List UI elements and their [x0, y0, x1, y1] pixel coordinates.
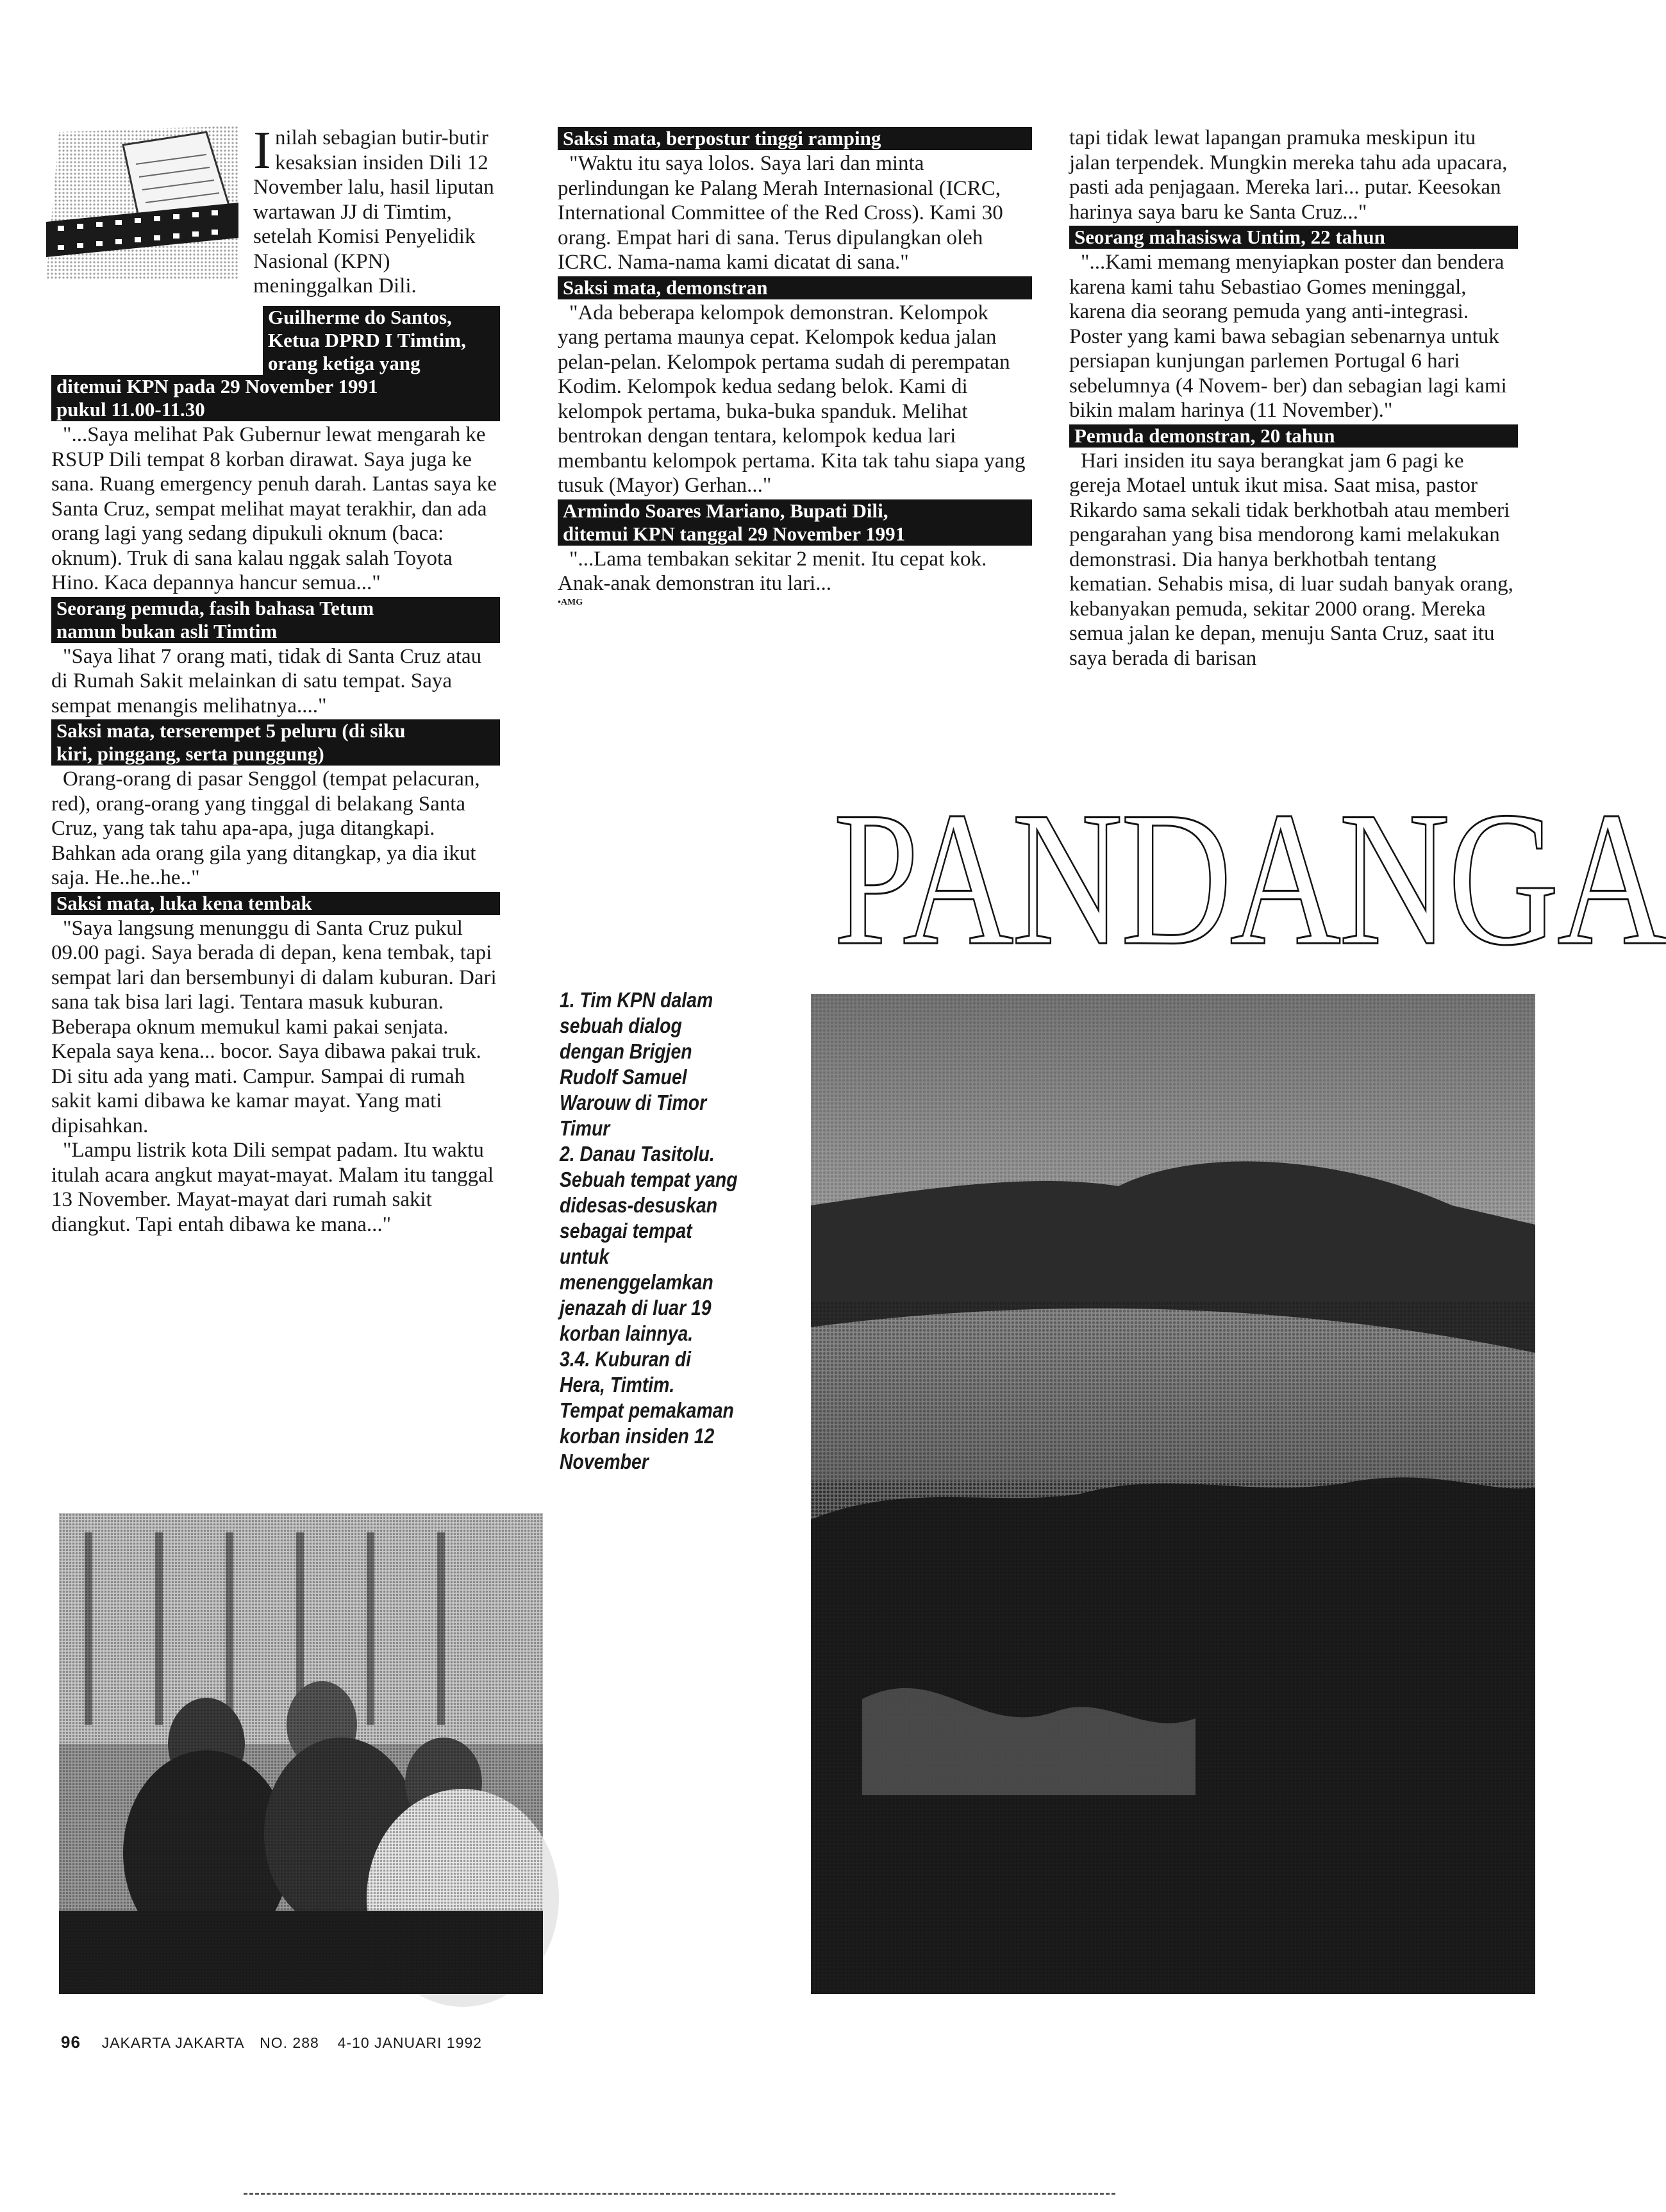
testimony-5: "Lampu listrik kota Dili sempat padam. Itu waktu itulah acara angkut mayat-mayat. Malam itu tanggal 13 November. Mayat-mayat dari rumah sakit diangkut. Tapi entah dibawa ke mana..." [51, 1139, 494, 1236]
witness-heading-8: Seorang mahasiswa Untim, 22 tahun [1069, 226, 1518, 249]
witness-heading-7: Armindo Soares Mariano, Bupati Dili, ditemui KPN tanggal 29 November 1991 [558, 499, 1032, 546]
column-3 [1069, 126, 1518, 671]
witness-heading-6: Saksi mata, demonstran [558, 276, 1032, 299]
end-mark: •AMG [558, 597, 583, 607]
testimony-10: Hari insiden itu saya berangkat jam 6 pagi ke gereja Motael untuk ikut misa. Saat misa, pastor Rikardo sama sekali tidak berkhotbah atau memberi pengarahan yang bisa mendorong kami melakukan demonstrasi. Dia hanya berkhotbah tentang kematian. Sehabis misa, di luar sudah banyak orang, kebanyakan pemuda, sekitar 2000 orang. Mereka semua jalan ke depan, menuju Santa Cruz, saat itu saya berada di barisan [1069, 449, 1513, 670]
issue-date: 4-10 JANUARI 1992 [337, 2034, 482, 2051]
column-2 [558, 126, 1032, 609]
testimony-6: "Waktu itu saya lolos. Saya lari dan minta perlindungan ke Palang Merah Internasional (ICRC, International Committee of the Red Cross). Kami 30 orang. Empat hari di sana. Terus dipulangkan oleh ICRC. Nama-nama kami dicatat di sana." [558, 152, 1003, 274]
film-strip-graphic [46, 126, 238, 280]
testimony-8: "...Lama tembakan sekitar 2 menit. Itu cepat kok. Anak-anak demonstran itu lari... [558, 547, 987, 595]
column-1 [51, 305, 500, 1237]
intro-paragraph [253, 121, 503, 299]
testimony-4: "Saya langsung menunggu di Santa Cruz pukul 09.00 pagi. Saya berada di depan, kena tembak, tapi sempat lari dan bersembunyi di dalam kuburan. Dari sana tak bisa lari lagi. Tentara masuk kuburan. Beberapa oknum memukul kami pakai senjata. Kepala saya kena... bocor. Saya dibawa pakai truk. Di situ ada yang mati. Campur. Sampai di rumah sakit kami dibawa ke kamar mayat. Yang mati dipisahkan. [51, 916, 497, 1137]
witness-heading-5: Saksi mata, berpostur tinggi ramping [558, 127, 1032, 150]
page-number: 96 [61, 2032, 81, 2052]
lake-photo [811, 994, 1535, 1994]
testimony-7: "Ada beberapa kelompok demonstran. Kelompok yang pertama maunya cepat. Kelompok kedua jalan pelan-pelan. Kelompok pertama sudah di perempatan Kodim. Kelompok kedua sedang belok. Kami di kelompok pertama, buka-buka spanduk. Melihat bentrokan dengan tentara, kelompok kedua lari membantu kelompok pertama. Kita tak tahu siapa yang tusuk (Mayor) Gerhan..." [558, 301, 1026, 497]
bottom-dashed-rule [244, 2193, 1115, 2195]
testimony-3: Orang-orang di pasar Senggol (tempat pelacuran, red), orang-orang yang tinggal di belakang Santa Cruz, yang tak tahu apa-apa, juga ditangkapi. Bahkan ada orang gila yang ditangkap, ya dia ikut saja. He..he..he.." [51, 767, 480, 889]
witness-heading-1: Guilherme do Santos, Ketua DPRD I Timtim, orang ketiga yang [263, 306, 500, 375]
testimony-9: "...Kami memang menyiapkan poster dan bendera karena kami tahu Sebastiao Gomes meninggal, karena dia seorang pemuda yang anti-integrasi. Poster yang kami bawa sebagian sebenarnya untuk persiapan kunjungan parlemen Portugal 6 hari sebelumnya (4 Novem- ber) dan sebagian lagi kami bikin malam harinya (11 November)." [1069, 251, 1507, 422]
meeting-photo [59, 1513, 543, 1994]
testimony-continued: tapi tidak lewat lapangan pramuka meskipun itu jalan terpendek. Mungkin mereka tahu ada upacara, pasti ada penjagaan. Mereka lari... putar. Keesokan harinya saya baru ke Santa Cruz..." [1069, 126, 1508, 224]
photo-caption: 1. Tim KPN dalam sebuah dialog dengan Brigjen Rudolf Samuel Warouw di Timor Timur 2. Danau Tasitolu. Sebuah tempat yang didesas-desuskan sebagai tempat untuk menenggelamkan jenazah di luar 19 korban lainnya. 3.4. Kuburan di Hera, Timtim. Tempat pemakaman korban insiden 12 November [560, 988, 738, 1473]
witness-heading-4: Saksi mata, luka kena tembak [51, 892, 500, 915]
drop-cap: I [253, 121, 271, 180]
witness-heading-9: Pemuda demonstran, 20 tahun [1069, 424, 1518, 448]
witness-heading-2: Seorang pemuda, fasih bahasa Tetum namun bukan asli Timtim [51, 597, 500, 643]
testimony-1: "...Saya melihat Pak Gubernur lewat mengarah ke RSUP Dili tempat 8 korban dirawat. Saya juga ke sana. Ruang emergency penuh darah. Lantas saya ke Santa Cruz, sempat melihat mayat terakhir, dan ada orang lagi yang sedang dipukuli oknum (baca: oknum). Truk di sana kalau nggak salah Toyota Hino. Kaca depannya hancur semua..." [51, 423, 497, 594]
witness-heading-3: Saksi mata, terserempet 5 peluru (di siku kiri, pinggang, serta punggung) [51, 719, 500, 766]
headline: PANDANGA [833, 772, 1666, 985]
page-footer [61, 2032, 482, 2052]
intro-text: nilah sebagian butir-butir kesaksian insiden Dili 12 November lalu, hasil liputan wartawan JJ di Timtim, setelah Komisi Penyelidik Nasional (KPN) meninggalkan Dili. [253, 126, 494, 297]
issue-number: NO. 288 [260, 2034, 319, 2051]
testimony-2: "Saya lihat 7 orang mati, tidak di Santa Cruz atau di Rumah Sakit melainkan di satu tempat. Saya sempat menangis melihatnya...." [51, 644, 482, 717]
witness-heading-1-cont: ditemui KPN pada 29 November 1991 pukul 11.00-11.30 [51, 375, 500, 421]
magazine-name: JAKARTA JAKARTA [101, 2034, 244, 2051]
